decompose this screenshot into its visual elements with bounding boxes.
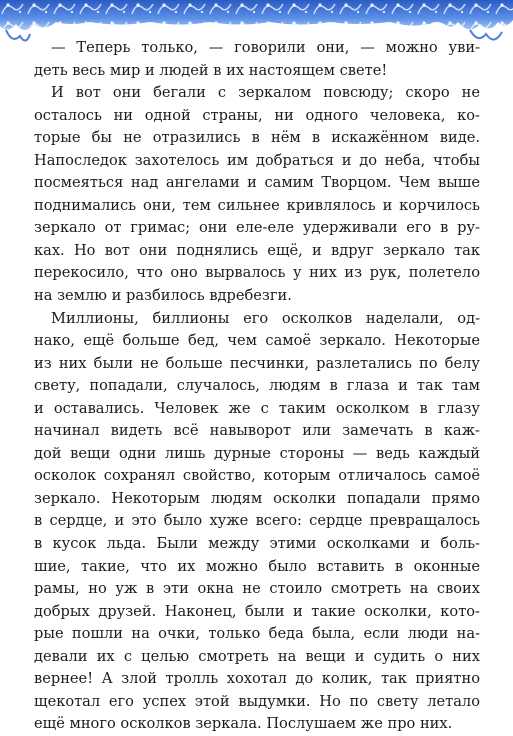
- text-line: на землю и разбилось вдребезги.: [34, 287, 292, 305]
- text-line: в кусок льда. Были между этими осколками и боль-: [34, 535, 480, 553]
- text-line: Напоследок захотелось им добраться и до неба, чтобы: [34, 151, 480, 169]
- text-line: Миллионы, биллионы его осколков наделали, од-: [51, 309, 480, 327]
- text-line: зеркало от гримас; они еле-еле удерживали его в ру-: [34, 219, 480, 237]
- text-line: дой вещи одни лишь дурные стороны — ведь каждый: [34, 444, 480, 462]
- story-text: [34, 37, 480, 736]
- text-line: перекосило, что оно вырвалось у них из рук, полетело: [34, 264, 480, 282]
- text-line: ках. Но вот они поднялись ещё, и вдруг зеркало так: [34, 241, 480, 259]
- text-line: ещё много осколков зеркала. Послушаем же про них.: [34, 715, 453, 733]
- text-line: — Теперь только, — говорили они, — можно уви-: [51, 39, 480, 56]
- text-line: рые пошли на очки, только беда была, если люди на-: [34, 625, 480, 643]
- text-line: торые бы не отразились в нём в искажённом виде.: [34, 129, 480, 147]
- text-line: нако, ещё больше бед, чем самоё зеркало. Некоторые: [34, 332, 480, 350]
- text-line: в сердце, и это было хуже всего: сердце превращалось: [34, 512, 480, 530]
- text-line: посмеяться над ангелами и самим Творцом. Чем выше: [34, 174, 480, 192]
- text-line: шие, такие, что их можно было вставить в оконные: [34, 557, 480, 575]
- text-line: щекотал его успех этой выдумки. Но по свету летало: [34, 692, 480, 710]
- text-line: из них были не больше песчинки, разлетались по белу: [34, 354, 480, 372]
- text-line: поднимались они, тем сильнее кривлялось и корчилось: [34, 196, 480, 214]
- text-line: начинал видеть всё навыворот или замечать в каж-: [34, 422, 480, 440]
- text-line: деть весь мир и людей в их настоящем свете!: [34, 61, 388, 79]
- text-line: осколок сохранял свойство, которым отличалось самоё: [34, 467, 480, 485]
- text-line: И вот они бегали с зеркалом повсюду; скоро не: [51, 84, 480, 102]
- text-line: зеркало. Некоторым людям осколки попадали прямо: [34, 489, 480, 507]
- text-line: осталось ни одной страны, ни одного человека, ко-: [34, 106, 480, 124]
- text-line: вернее! А злой тролль хохотал до колик, так приятно: [34, 670, 480, 688]
- text-line: свету, попадали, случалось, людям в глаза и так там: [34, 377, 480, 395]
- text-line: рамы, но уж в эти окна не стоило смотреть на своих: [34, 580, 480, 598]
- text-line: девали их с целью смотреть на вещи и судить о них: [34, 647, 480, 665]
- text-line: и оставались. Человек же с таким осколком в глазу: [34, 399, 480, 417]
- text-line: добрых друзей. Наконец, были и такие осколки, кото-: [34, 602, 480, 620]
